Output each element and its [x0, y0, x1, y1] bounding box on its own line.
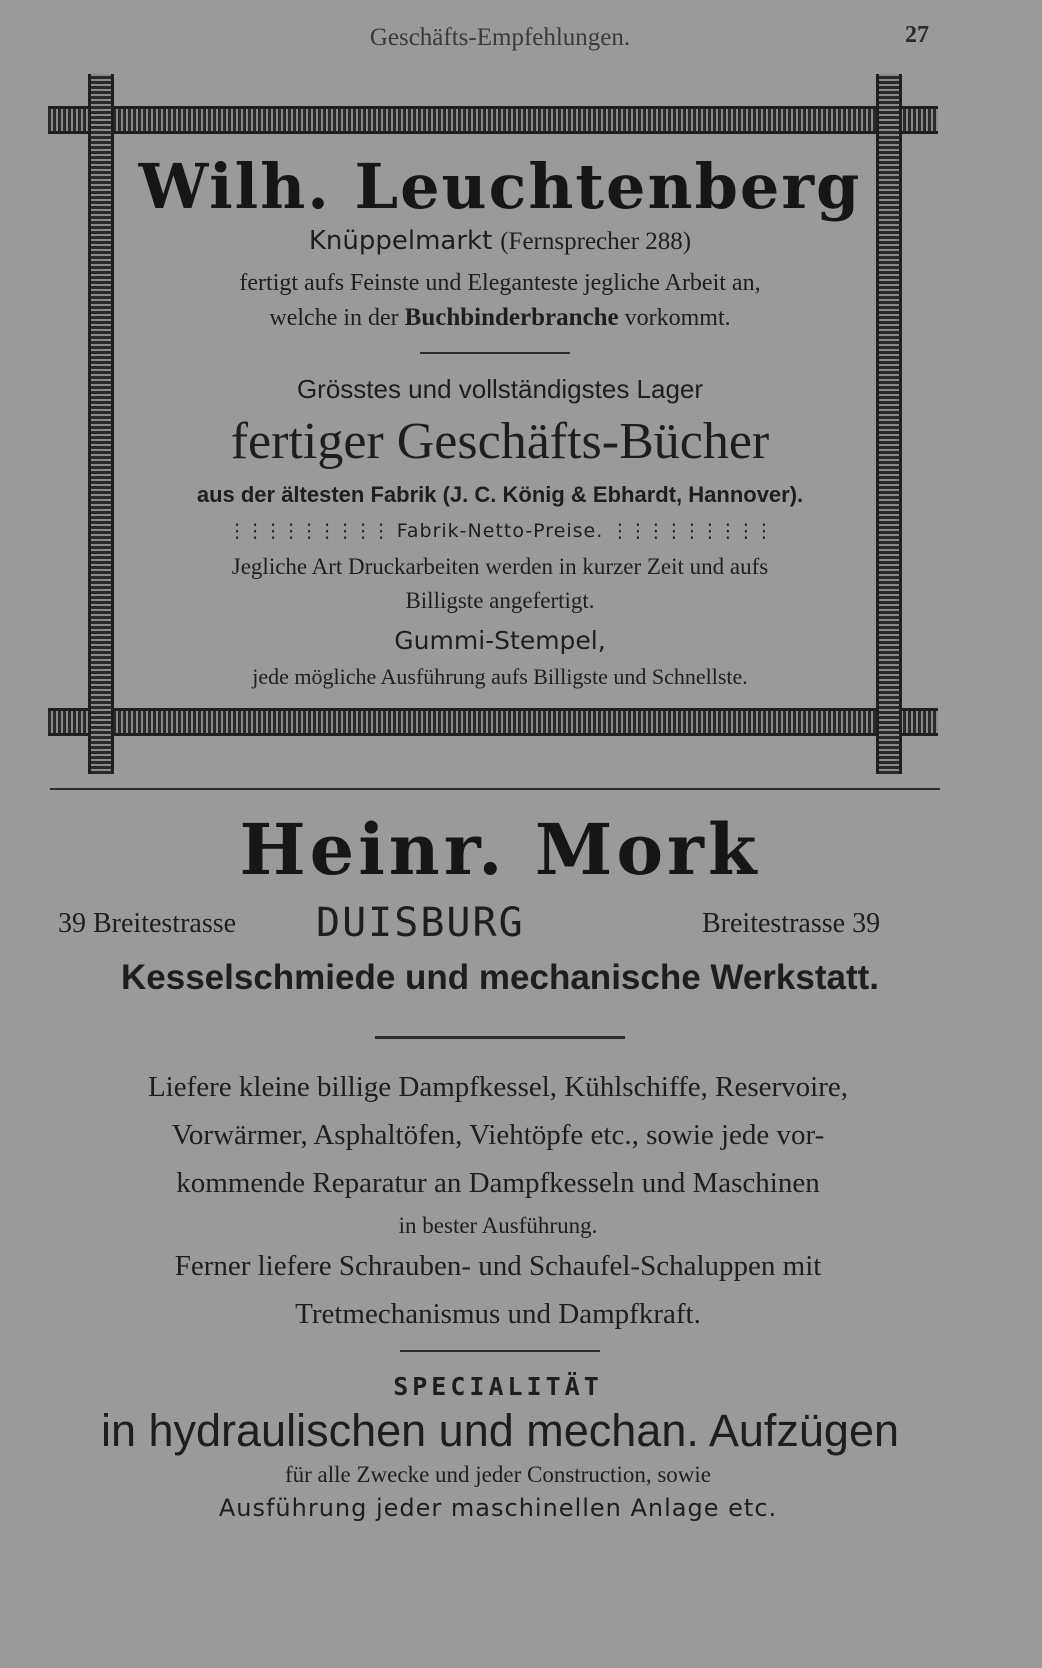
- leuchtenberg-print2: Billigste angefertigt.: [405, 588, 595, 613]
- mork-specialty: SPECIALITÄT: [393, 1372, 603, 1401]
- mork-specialty-line2: Ausführung jeder maschinellen Anlage etc.: [218, 1494, 778, 1522]
- mork-address-left: 39 Breitestrasse: [58, 908, 237, 939]
- leuchtenberg-address: Knüppelmarkt: [308, 226, 493, 256]
- mork-para1-line4: in bester Ausführung.: [398, 1213, 598, 1238]
- line2-pre: welche in der: [269, 305, 399, 331]
- dotted-ornament-right: ⋮⋮⋮⋮⋮⋮⋮⋮⋮: [610, 520, 773, 542]
- mork-name: Heinr. Mork: [239, 808, 761, 891]
- running-head: Geschäfts-Empfehlungen.: [369, 24, 631, 51]
- mork-para1-line2: Vorwärmer, Asphaltöfen, Viehtöpfe etc., sowie jede vor-: [171, 1119, 825, 1151]
- leuchtenberg-print1: Jegliche Art Druckarbeiten werden in kurzer Zeit und aufs: [231, 554, 769, 579]
- leuchtenberg-headline: fertiger Geschäfts-Bücher: [230, 413, 770, 470]
- mork-para1-line3: kommende Reparatur an Dampfkesseln und Maschinen: [176, 1167, 820, 1199]
- dotted-ornament-left: ⋮⋮⋮⋮⋮⋮⋮⋮⋮: [227, 520, 390, 542]
- mork-divider-2: [400, 1350, 600, 1352]
- mork-para2-line2: Tretmechanismus und Dampfkraft.: [295, 1298, 701, 1330]
- leuchtenberg-line1: fertigt aufs Feinste und Eleganteste jegliche Arbeit an,: [239, 270, 761, 296]
- mork-divider: [375, 1036, 625, 1039]
- line2-post: vorkommt.: [624, 305, 731, 331]
- ad-separator: [50, 788, 940, 790]
- mork-address-line: [58, 900, 948, 950]
- leuchtenberg-prices: Fabrik-Netto-Preise.: [396, 520, 604, 542]
- mork-specialty-line1: für alle Zwecke und jeder Construction, sowie: [284, 1462, 711, 1487]
- leuchtenberg-name: Wilh. Leuchtenberg: [138, 150, 862, 223]
- mork-para1-line1: Liefere kleine billige Dampfkessel, Kühlschiffe, Reservoire,: [147, 1071, 849, 1103]
- leuchtenberg-prices-line: [120, 520, 880, 542]
- mork-para2-line1: Ferner liefere Schrauben- und Schaufel-Schaluppen mit: [174, 1250, 822, 1282]
- page-number: 27: [905, 22, 929, 48]
- short-divider: [420, 352, 570, 354]
- leuchtenberg-line2: [120, 304, 880, 332]
- leuchtenberg-stamp-title: Gummi-Stempel,: [394, 626, 606, 655]
- leuchtenberg-address-line: [120, 226, 880, 256]
- mork-address-right: Breitestrasse 39: [702, 908, 881, 939]
- leuchtenberg-stamp-line: jede mögliche Ausführung aufs Billigste und Schnellste.: [252, 664, 748, 689]
- mork-specialty-headline: in hydraulischen und mechan. Aufzügen: [100, 1405, 900, 1456]
- leuchtenberg-phone: (Fernsprecher 288): [500, 228, 692, 255]
- leuchtenberg-stock-line: Grösstes und vollständigstes Lager: [296, 374, 704, 404]
- mork-business: Kesselschmiede und mechanische Werkstatt.: [121, 958, 879, 997]
- line2-bold: Buchbinderbranche: [404, 304, 619, 331]
- mork-city: DUISBURG: [316, 900, 525, 946]
- leuchtenberg-factory: aus der ältesten Fabrik (J. C. König & Ebhardt, Hannover).: [196, 482, 804, 507]
